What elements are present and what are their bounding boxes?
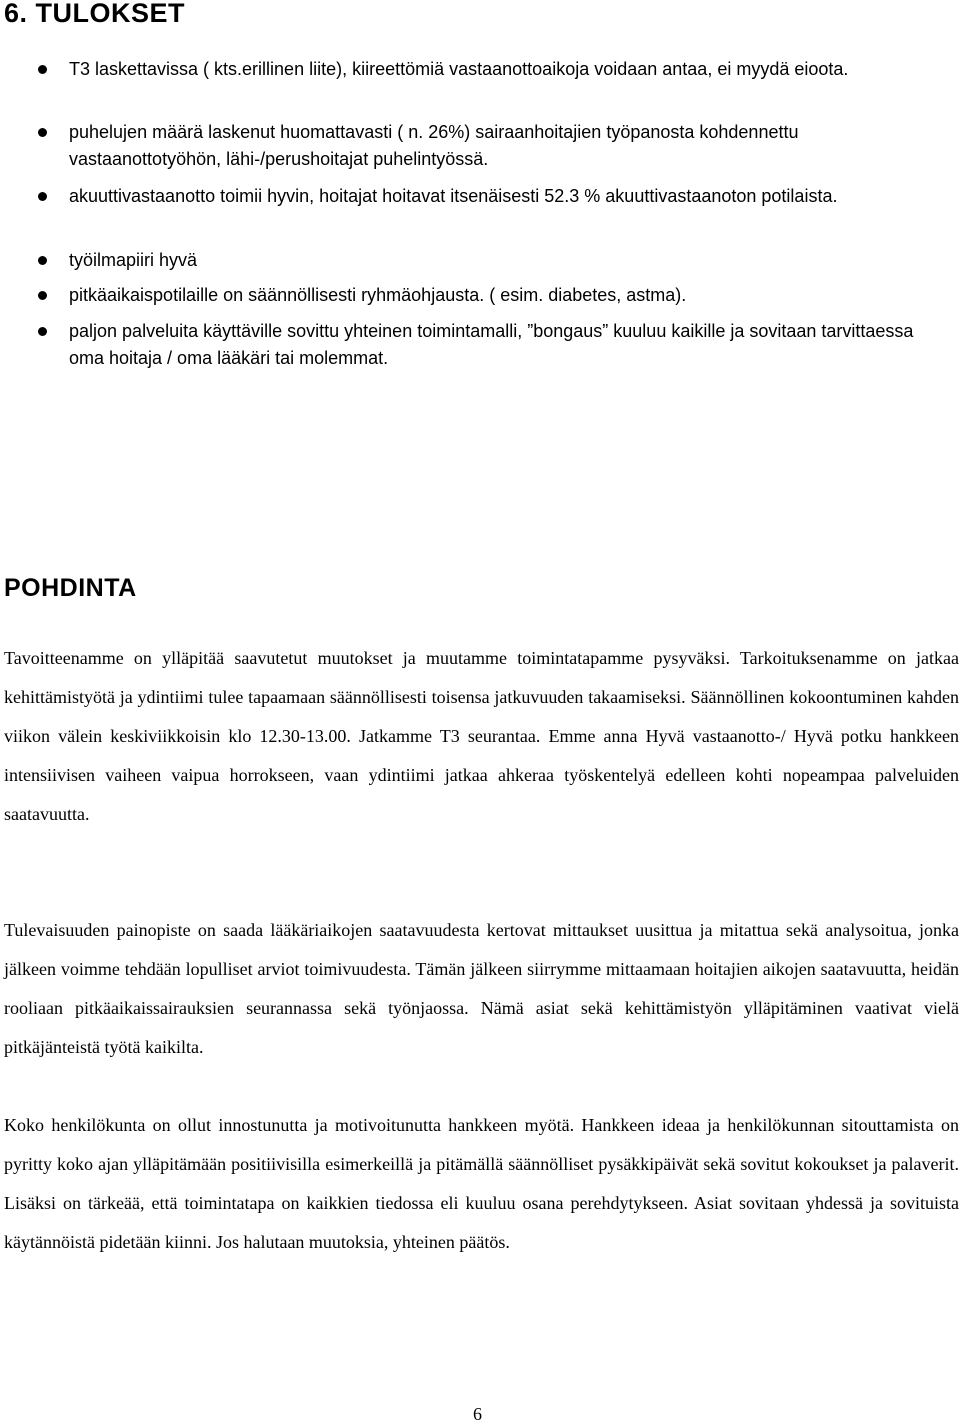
body-paragraph: Koko henkilökunta on ollut innostunutta ja motivoitunutta hankkeen myötä. Hankkeen ideaa ja henkilökunnan sitouttamista on pyritty koko ajan ylläpitämään positiivisilla esimerkeillä ja pitämällä säännölliset pysäkkipäivät sekä sovitut kokoukset ja palaverit. Lisäksi on tärkeää, että toimintatapa on kaikkien tiedossa eli kuuluu osana perehdytykseen. Asiat sovitaan yhdessä ja sovituista käytännöistä pidetään kiinni. Jos halutaan muutoksia, yhteinen päätös. [4, 1115, 959, 1252]
bullet-text: puhelujen määrä laskenut huomattavasti ( n. 26%) sairaanhoitajien työpanosta kohdennettu vastaanottotyöhön, lähi-/perushoitajat puhelintyössä. [69, 122, 799, 169]
bullet-text: akuuttivastaanotto toimii hyvin, hoitajat hoitavat itsenäisesti 52.3 % akuuttivastaanoton potilaista. [69, 186, 838, 206]
body-paragraph: Tulevaisuuden painopiste on saada lääkäriaikojen saatavuudesta kertovat mittaukset uusittua ja mitattua sekä analysoitua, jonka jälkeen voimme tehdään lopulliset arviot toimivuudesta. Tämän jälkeen siirrymme mittaamaan hoitajien aikojen saatavuutta, heidän rooliaan pitkäaikaissairauksien seurannassa sekä työnjaossa. Nämä asiat sekä kehittämistyön ylläpitäminen vaativat vielä pitkäjänteistä työtä kaikilta. [4, 920, 959, 1057]
bullet-dot-icon [38, 192, 47, 201]
bullet-text: T3 laskettavissa ( kts.erillinen liite), kiireettömiä vastaanottoaikoja voidaan antaa, ei myydä eioota. [69, 59, 849, 79]
page-number: 6 [473, 1404, 482, 1424]
bullet-text: työilmapiiri hyvä [69, 250, 198, 270]
bullet-dot-icon [38, 256, 47, 265]
bullet-dot-icon [38, 128, 47, 137]
bullet-text: paljon palveluita käyttäville sovittu yhteinen toimintamalli, ”bongaus” kuuluu kaikille ja sovitaan tarvittaessa oma hoitaja / oma lääkäri tai molemmat. [69, 321, 914, 368]
bullet-dot-icon [38, 65, 47, 74]
bullet-dot-icon [38, 291, 47, 300]
section-heading-tulokset: 6. TULOKSET [4, 0, 186, 28]
body-paragraph: Tavoitteenamme on ylläpitää saavutetut muutokset ja muutamme toimintatapamme pysyväksi. Tarkoituksenamme on jatkaa kehittämistyötä ja ydintiimi tulee tapaamaan säännöllisesti toisensa jatkuvuuden takaamiseksi. Säännöllinen kokoontuminen kahden viikon välein keskiviikkoisin klo 12.30-13.00. Jatkamme T3 seurantaa. Emme anna Hyvä vastaanotto-/ Hyvä potku hankkeen intensiivisen vaiheen vaipua horrokseen, vaan ydintiimi jatkaa ahkeraa työskentelyä edelleen kohti nopeampaa palveluiden saatavuutta. [4, 648, 959, 824]
section-heading-pohdinta: POHDINTA [4, 574, 137, 602]
bullet-dot-icon [38, 327, 47, 336]
bullet-text: pitkäaikaispotilaille on säännöllisesti ryhmäohjausta. ( esim. diabetes, astma). [69, 285, 687, 305]
